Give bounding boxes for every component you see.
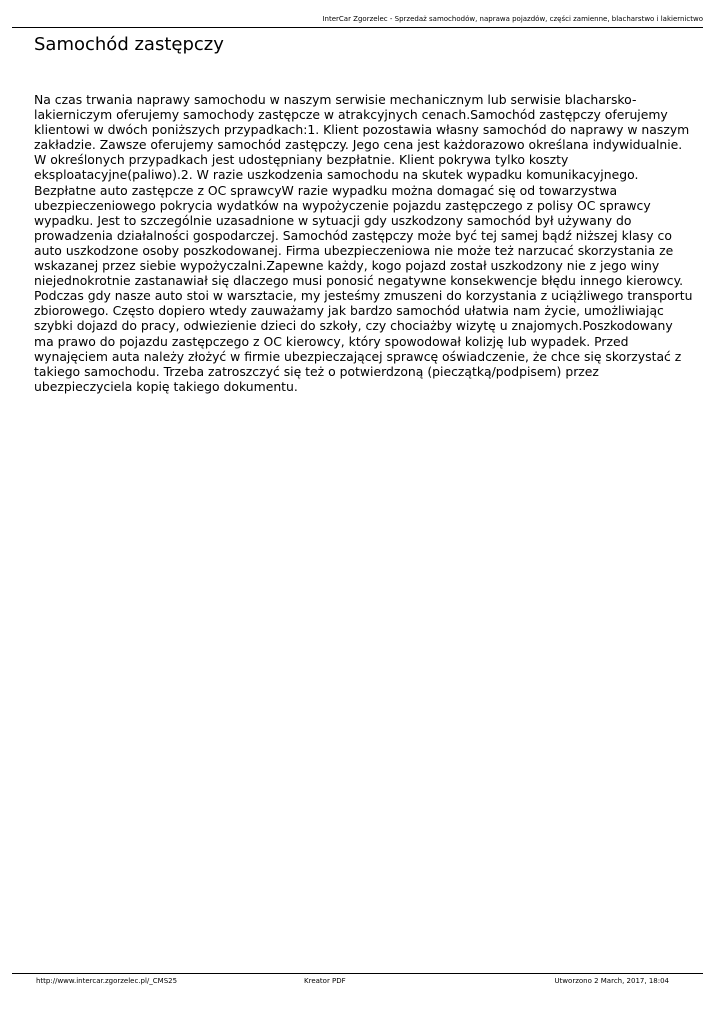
header-divider <box>12 27 703 28</box>
body-line: takiego samochodu. Trzeba zatroszczyć się też o potwierdzoną (pieczątką/podpisem) przez <box>34 363 599 379</box>
body-line: lakierniczym oferujemy samochody zastępcze w atrakcyjnych cenach.Samochód zastępczy oferujemy <box>34 107 668 123</box>
body-line: auto uszkodzone osoby poszkodowanej. Firma ubezpieczeniowa nie może też narzucać skorzystania ze <box>34 242 674 258</box>
footer-divider <box>12 973 703 974</box>
body-line: zbiorowego. Często dopiero wtedy zauważamy jak bardzo samochód ułatwia nam życie, umożliwiając <box>34 303 664 319</box>
body-line: ubezpieczyciela kopię takiego dokumentu. <box>34 378 298 394</box>
footer-generator: Kreator PDF <box>304 977 346 985</box>
body-line: eksploatacyjne(paliwo).2. W razie uszkodzenia samochodu na skutek wypadku komunikacyjnego. <box>34 167 639 183</box>
footer-created-date: Utworzono 2 March, 2017, 18:04 <box>554 977 669 985</box>
body-line: wynajęciem auta należy złożyć w firmie ubezpieczającej sprawcę oświadczenie, że chce się skorzystać z <box>34 348 682 364</box>
page-title: Samochód zastępczy <box>34 34 224 55</box>
body-line: szybki dojazd do pracy, odwiezienie dzieci do szkoły, czy chociażby wizytę u znajomych.Poszkodowany <box>34 318 673 334</box>
body-line: zakładzie. Zawsze oferujemy samochód zastępczy. Jego cena jest każdorazowo określana indywidualnie. <box>34 137 683 153</box>
body-line: klientowi w dwóch poniższych przypadkach:1. Klient pozostawia własny samochód do naprawy w naszym <box>34 122 690 138</box>
body-line: prowadzenia działalności gospodarczej. Samochód zastępczy może być tej samej bądź niższej klasy co <box>34 227 672 243</box>
page-header-text: InterCar Zgorzelec - Sprzedaż samochodów, naprawa pojazdów, części zamienne, blacharstwo i lakiernictwo <box>322 15 703 23</box>
body-line: ubezpieczeniowego pokrycia wydatków na wypożyczenie pojazdu zastępczego z polisy OC sprawcy <box>34 197 651 213</box>
body-line: Bezpłatne auto zastępcze z OC sprawcyW razie wypadku można domagać się od towarzystwa <box>34 182 618 198</box>
body-line: W określonych przypadkach jest udostępniany bezpłatnie. Klient pokrywa tylko koszty <box>34 152 569 168</box>
body-line: Podczas gdy nasze auto stoi w warsztacie, my jesteśmy zmuszeni do korzystania z uciążliwego transportu <box>34 288 693 304</box>
body-line: wypadku. Jest to szczególnie uzasadnione w sytuacji gdy uszkodzony samochód był używany do <box>34 212 632 228</box>
body-line: ma prawo do pojazdu zastępczego z OC kierowcy, który spowodował kolizję lub wypadek. Przed <box>34 333 629 349</box>
body-line: niejednokrotnie zastanawiał się dlaczego musi ponosić negatywne konsekwencje błędu innego kierowcy. <box>34 273 684 289</box>
body-line: Na czas trwania naprawy samochodu w naszym serwisie mechanicznym lub serwisie blacharsko- <box>34 92 637 107</box>
body-line: wskazanej przez siebie wypożyczalni.Zapewne każdy, kogo pojazd został uszkodzony nie z jego winy <box>34 258 660 274</box>
footer-url: http://www.intercar.zgorzelec.pl/_CMS25 <box>36 977 178 985</box>
article-body <box>34 92 699 394</box>
